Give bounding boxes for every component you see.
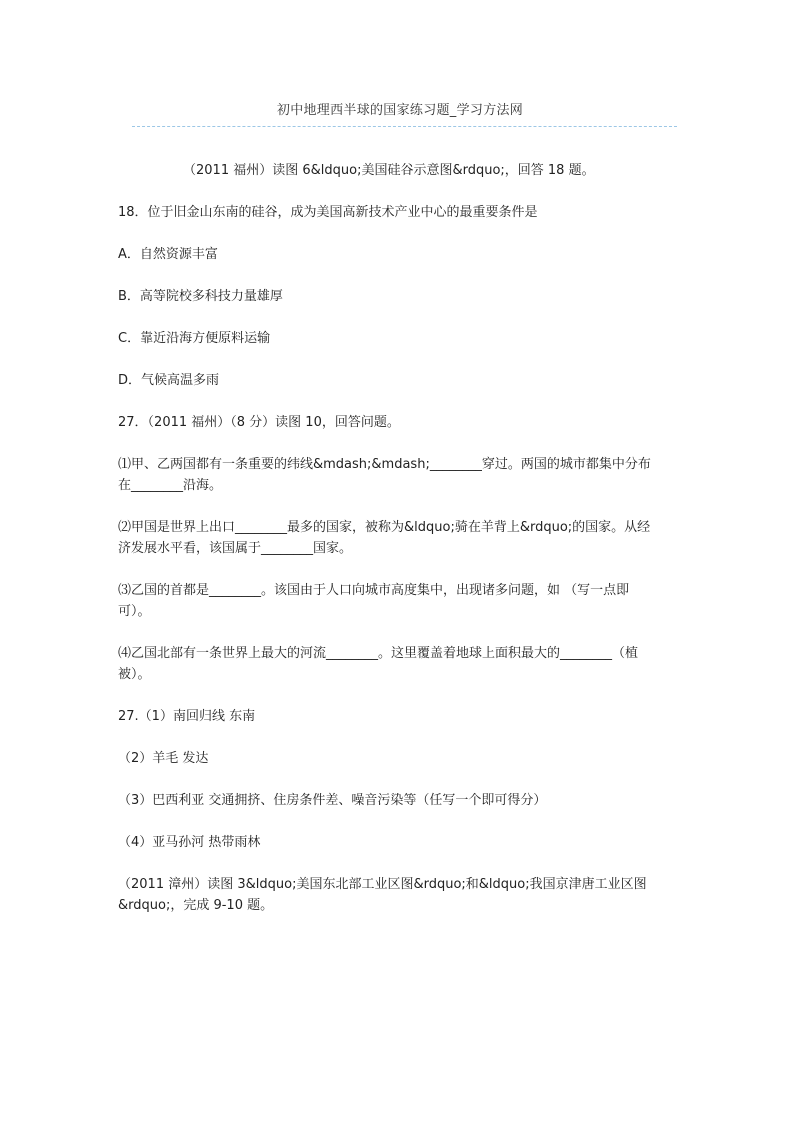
question-27-part2-line2: 济发展水平看，该国属于________国家。 xyxy=(118,541,353,556)
answer-27-part3: （3）巴西利亚 交通拥挤、住房条件差、噪音污染等（任写一个即可得分） xyxy=(118,793,547,808)
zhangzhou-question-line2: &rdquo;，完成 9-10 题。 xyxy=(118,898,274,913)
answer-27-part4: （4）亚马孙河 热带雨林 xyxy=(118,835,261,850)
question-27-part1-line1: ⑴甲、乙两国都有一条重要的纬线&mdash;&mdash;________穿过。两国的城市都集中分布 xyxy=(118,457,651,472)
question-27-part3-line1: ⑶乙国的首都是________。该国由于人口向城市高度集中，出现诸多问题，如 （写一点即 xyxy=(118,583,630,598)
intro-paragraph: （2011 福州）读图 6&ldquo;美国硅谷示意图&rdquo;，回答 18 题。 xyxy=(183,163,595,178)
answer-27-part1: 27.（1）南回归线 东南 xyxy=(118,709,256,724)
question-27-part4-line2: 被）。 xyxy=(118,667,151,682)
zhangzhou-question-line1: （2011 漳州）读图 3&ldquo;美国东北部工业区图&rdquo;和&ldquo;我国京津唐工业区图 xyxy=(118,877,647,892)
question-27-heading: 27．（2011 福州）（8 分）读图 10，回答问题。 xyxy=(118,415,400,430)
question-27-part1-line2: 在________沿海。 xyxy=(118,478,223,493)
option-a: A．自然资源丰富 xyxy=(118,247,218,262)
page-title: 初中地理西半球的国家练习题_学习方法网 xyxy=(276,103,524,118)
title-divider xyxy=(132,126,677,127)
option-c: C．靠近沿海方便原料运输 xyxy=(118,331,271,346)
question-27-part3-line2: 可）。 xyxy=(118,604,151,619)
option-d: D．气候高温多雨 xyxy=(118,373,220,388)
answer-27-part2: （2）羊毛 发达 xyxy=(118,751,209,766)
option-b: B．高等院校多科技力量雄厚 xyxy=(118,289,283,304)
question-27-part4-line1: ⑷乙国北部有一条世界上最大的河流________。这里覆盖着地球上面积最大的________（植 xyxy=(118,646,639,661)
question-18: 18．位于旧金山东南的硅谷，成为美国高新技术产业中心的最重要条件是 xyxy=(118,205,538,220)
question-27-part2-line1: ⑵甲国是世界上出口________最多的国家，被称为&ldquo;骑在羊背上&rdquo;的国家。从经 xyxy=(118,520,651,535)
